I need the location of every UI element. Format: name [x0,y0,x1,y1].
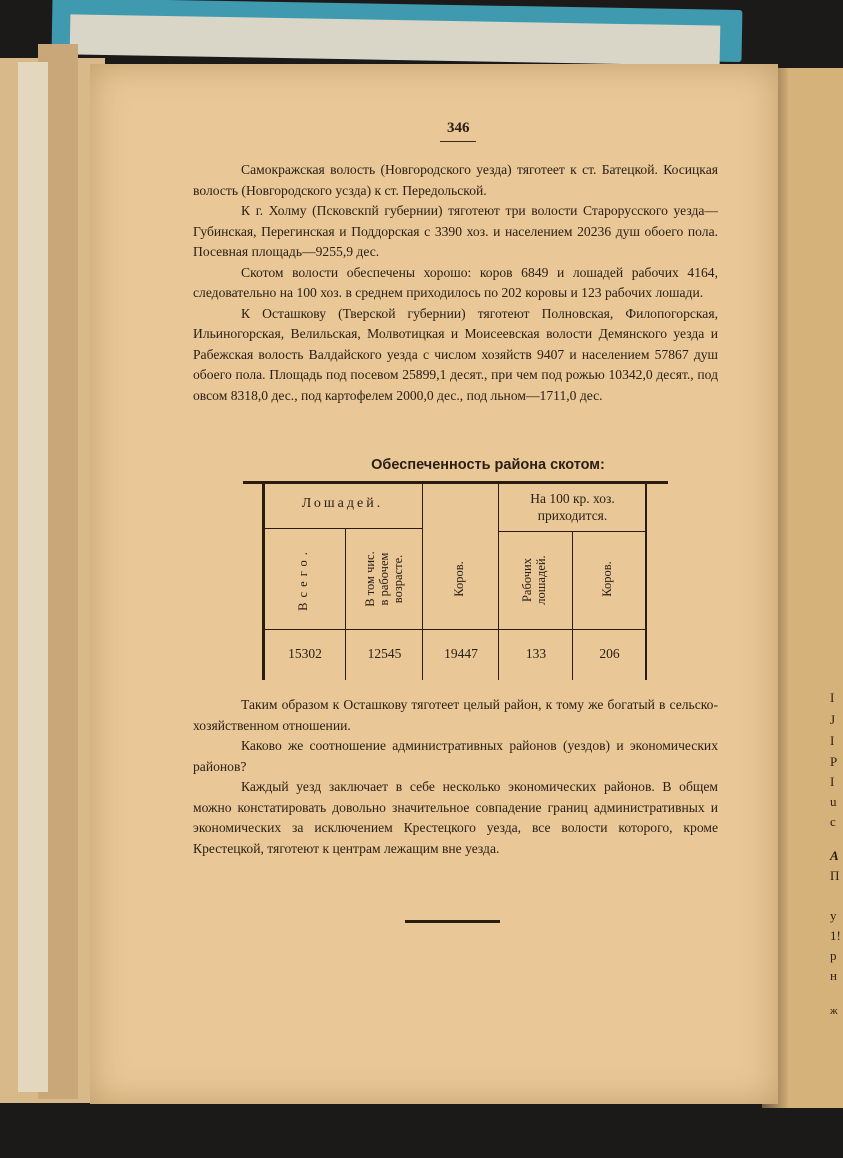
paragraph: Каждый уезд заключает в себе несколько экономических районов. В общем можно констатировать довольно значительное совпадение границ административных и экономических за исключением Крестецкого уезда, все волости которого, кроме Крестецкой, тяготеют к центрам лежащим вне уезда. [193,779,718,856]
top-text-block [193,160,718,406]
right-page-fragment: 1! [830,928,841,943]
paragraph: Каково же соотношение административных районов (уездов) и экономических районов? [193,738,718,774]
paragraph: Скотом волости обеспечены хорошо: коров 6849 и лошадей рабочих 4164, следовательно на 100 хоз. в среднем приходилось по 202 коровы и 123 рабочих лошади. [193,264,718,300]
paragraph: Таким образом к Осташкову тяготеет целый район, к тому же богатый в сельско-хозяйственном отношении. [193,697,718,733]
column-rule [572,531,573,680]
section-end-rule [405,920,500,923]
header-cows-per-100: Коров. [600,561,614,597]
table-right-rule [645,481,647,680]
value-cows-per-100: 206 [599,646,620,661]
page-number-underline [440,141,476,142]
right-page-fragment: J [830,712,836,727]
right-page-fragment: I [830,733,835,748]
value-working-horses-per-100: 133 [525,646,547,661]
paragraph: Самокражская волость (Новгородского уезда) тяготеет к ст. Батецкой. Косицкая волость (Новгородского усзда) к ст. Передольской. [193,162,718,198]
header-total: Всего. [296,547,310,611]
header-bottom-rule [262,629,645,630]
right-page-fragment: П [830,868,840,883]
right-page-fragment: A [830,848,839,863]
right-page-fragment: н [830,968,837,983]
right-page-fragment: р [830,948,837,963]
table-top-rule [243,481,668,484]
value-working-horses: 12545 [367,646,402,661]
table-caption: Обеспеченность района скотом: [371,457,605,473]
right-page-fragment: ж [830,1005,838,1017]
right-page-fragment: у [830,908,837,923]
page-number: 346 [447,120,470,136]
bottom-text-block [193,695,718,859]
header-working-horses: Рабочих лошадей. [520,555,548,605]
header-cows: Коров. [452,561,466,597]
left-page-edge-light [18,62,48,1092]
header-horses: Лошадей. [301,496,384,511]
right-page-fragment: c [830,814,836,829]
paragraph: К г. Холму (Псковскпй губернии) тяготеют три волости Старорусского уезда—Губинская, Перегинская и Поддорская с 3390 хоз. и населением 20236 душ обоего пола. Посевная площадь—9255,9 дес. [193,203,718,259]
value-cows: 19447 [444,646,478,661]
right-page-fragment: u [830,794,837,809]
column-rule [345,528,346,680]
column-rule [498,481,499,680]
right-page-fragment: I [830,690,835,705]
header-per-100-households: На 100 кр. хоз. приходится. [530,491,615,523]
value-total-horses: 15302 [288,646,322,661]
paragraph: К Осташкову (Тверской губернии) тяготеют Полновская, Филопогорская, Ильиногорская, Велильская, Молвотицкая и Моисеевская волости Демянского уезда и Рабежская волость Валдайского уезда с числом хозяйств 9407 и населением 57867 душ обоего пола. Площадь под посевом 25899,1 десят., при чем под рожью 10342,0 десят., под овсом 8318,0 дес., под картофелем 2000,0 дес., под льном—1711,0 дес. [193,305,718,403]
column-rule [422,481,423,680]
right-page-fragment: P [830,754,838,769]
header-working-age: В том чис. в рабочем возрасте. [363,551,405,607]
right-page-fragment: I [830,774,835,789]
